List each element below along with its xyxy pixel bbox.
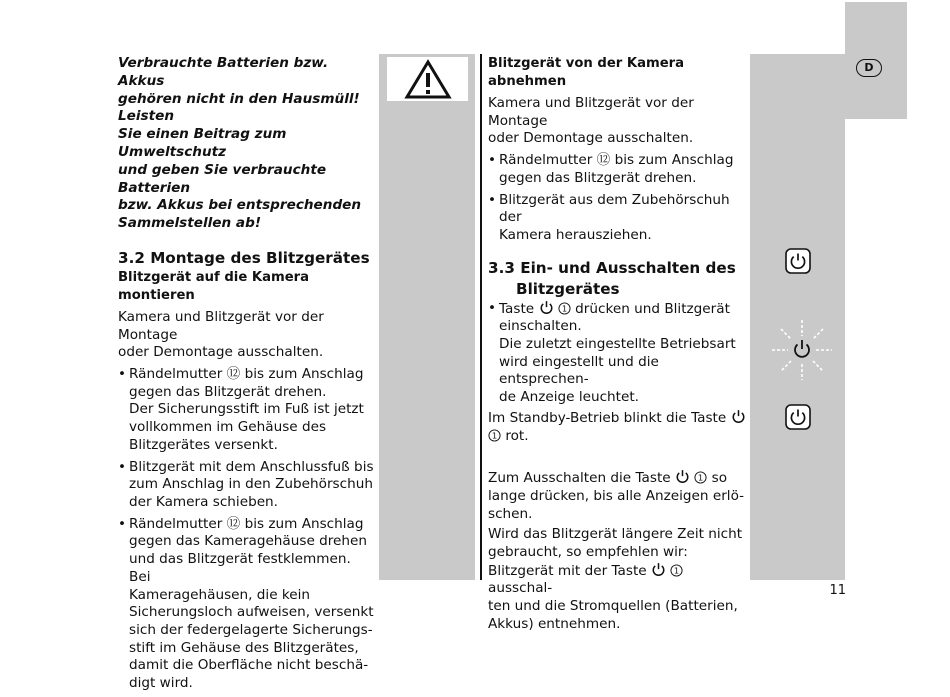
text-line: gegen das Blitzgerät drehen. [499,169,697,186]
list-item [488,152,746,187]
warning-line: bzw. Akkus bei entsprechenden [118,197,362,214]
warning-line: Verbrauchte Batterien bzw. Akkus [118,55,329,89]
text-line: schen. [488,505,533,522]
text-line: Kameragehäusen, die kein [129,586,311,603]
language-badge: D [856,59,882,77]
text-line [488,562,746,598]
text-fragment: so [711,470,728,487]
text-line: • Rändelmutter ⑫ bis zum Anschlag [129,366,364,383]
text-line: vollkommen im Gehäuse des [129,419,327,436]
circled-number-icon [558,302,571,315]
text-line: • Rändelmutter ⑫ bis zum Anschlag [499,152,734,169]
circled-number-icon [670,564,683,577]
text-line [488,469,746,488]
list-item [118,366,376,455]
power-icon [539,300,554,315]
power-button-icon [785,404,811,430]
text-line: der Kamera schieben. [129,494,278,510]
text-line: Wird das Blitzgerät längere Zeit nicht [488,526,743,543]
subheading-mount: Blitzgerät auf die Kamera montieren [118,269,310,303]
circled-number: 1 [561,303,567,314]
text-line: sich der federgelagerte Sicherungs- [129,621,373,638]
onoff-steps [488,300,746,407]
text-line: Die zuletzt eingestellte Betriebsart [499,336,736,353]
text-line: Sicherungsloch aufweisen, versenkt [129,604,374,621]
list-item [118,516,376,693]
battery-warning [118,55,376,233]
power-icon [675,469,690,484]
text-line: Kamera und Blitzgerät vor der Montage [118,308,324,343]
warning-line: Sammelstellen ab! [118,215,262,232]
circled-number: 1 [491,430,498,441]
text-line: Kamera und Blitzgerät vor der Montage [488,95,694,129]
circled-number: 1 [674,565,680,576]
text-line [488,428,746,446]
title-line: 3.3 Ein- und Ausschalten des [488,258,736,277]
text-line: zum Anschlag in den Zubehörschuh [129,476,373,493]
warning-line: gehören nicht in den Hausmüll! Leisten [118,90,360,125]
advice-text [488,526,746,633]
warning-line: Sie einen Beitrag zum Umweltschutz [118,126,287,160]
text-fragment: Taste [499,300,535,317]
text-line: oder Demontage ausschalten. [488,130,694,147]
text-line: gebraucht, so empfehlen wir: [488,544,688,561]
margin-band-right [750,54,845,580]
text-line: de Anzeige leuchtet. [499,389,640,406]
text-line: stift im Gehäuse des Blitzgerätes, [129,639,359,656]
text-line: • Rändelmutter ⑫ bis zum Anschlag [129,515,364,532]
switch-off-text [488,469,746,523]
power-blinking-icon [770,318,834,382]
text-line: • Blitzgerät mit dem Anschlussfuß bis [129,458,374,475]
text-line: einschalten. [499,318,582,335]
standby-text [488,409,746,445]
text-line: gegen das Blitzgerät drehen. [129,383,327,400]
text-fragment: drücken und Blitzgerät [575,300,730,317]
text-fragment: Blitzgerät mit der Taste [488,562,647,579]
section-title-3-3 [488,258,746,300]
text-line: und das Blitzgerät festklemmen. Bei [129,551,351,585]
right-column [488,55,746,634]
subheading-remove: Blitzgerät von der Kamera abnehmen [488,56,685,89]
circled-number-icon [488,429,501,442]
text-fragment: rot. [505,427,529,444]
text-fragment: Im Standby-Betrieb blinkt die Taste [488,409,727,426]
circled-number: 1 [698,472,704,483]
left-column [118,55,376,697]
text-line: Kamera herausziehen. [499,226,652,243]
power-blinking-illustration [770,318,834,382]
power-icon [651,562,666,577]
warning-triangle-icon [404,59,452,99]
text-line: ten und die Stromquellen (Batterien, [488,598,738,615]
warning-line: und geben Sie verbrauchte Batterien [118,161,327,196]
text-line: wird eingestellt und die entsprechen- [499,353,659,388]
text-line: Blitzgerätes versenkt. [129,436,278,453]
power-icon [731,409,746,424]
text-fragment: Zum Ausschalten die Taste [488,470,671,487]
intro-text [488,95,746,148]
text-line: Der Sicherungsstift im Fuß ist jetzt [129,401,364,418]
text-line: gegen das Kameragehäuse drehen [129,533,368,550]
title-line: Blitzgerätes [516,279,620,298]
mount-steps [118,366,376,693]
text-line: digt wird. [129,675,193,692]
power-button-icon [785,248,811,274]
list-item [488,300,746,407]
text-fragment: ausschal- [488,580,553,597]
list-item [118,459,376,512]
text-line [488,409,746,428]
intro-text [118,309,376,362]
text-line: • Blitzgerät aus dem Zubehörschuh der [499,191,730,226]
text-line: lange drücken, bis alle Anzeigen erlö- [488,487,745,504]
power-button-illustration [785,248,811,274]
text-line: oder Demontage ausschalten. [118,344,324,361]
margin-band-left [379,54,475,580]
warning-icon-box [387,57,468,101]
circled-number-icon [694,471,707,484]
remove-steps [488,152,746,245]
page-number: 11 [829,583,846,598]
column-divider [480,54,482,580]
power-button-illustration [785,404,811,430]
section-title-3-2: 3.2 Montage des Blitzgerätes [118,248,370,267]
text-line [499,300,746,319]
list-item [488,192,746,245]
text-line: damit die Oberfläche nicht beschä- [129,657,369,674]
text-line: Akkus) entnehmen. [488,615,621,632]
